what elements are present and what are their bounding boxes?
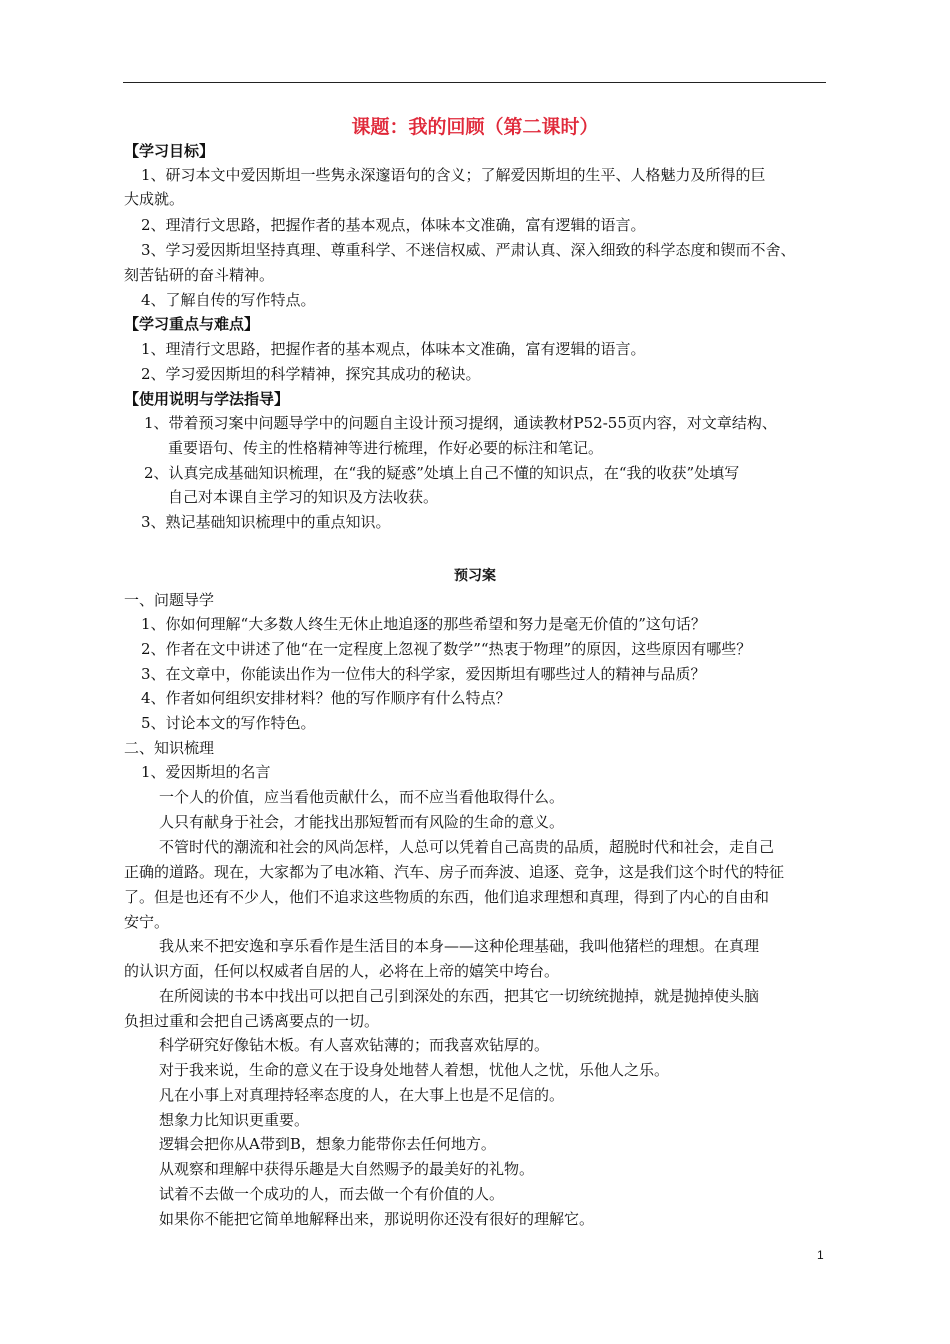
goal-item: 刻苦钻研的奋斗精神。 <box>124 266 275 284</box>
question-item: 4、作者如何组织安排材料？他的写作顺序有什么特点？ <box>141 689 511 707</box>
guide-item: 1、带着预习案中问题导学中的问题自主设计预习提纲，通读教材P52-55页内容，对文章结构、 <box>144 414 777 432</box>
goal-item: 大成就。 <box>124 190 185 208</box>
goal-item: 3、学习爱因斯坦坚持真理、尊重科学、不迷信权威、严肃认真、深入细致的科学态度和锲而不舍、 <box>141 241 796 259</box>
guide-heading: 【使用说明与学法指导】 <box>124 390 290 408</box>
quote-line: 想象力比知识更重要。 <box>159 1111 310 1129</box>
question-item: 1、你如何理解“大多数人终生无休止地追逐的那些希望和努力是毫无价值的”这句话？ <box>141 615 706 633</box>
key-item: 2、学习爱因斯坦的科学精神，探究其成功的秘诀。 <box>141 365 481 383</box>
quote-line: 正确的道路。现在，大家都为了电冰箱、汽车、房子而奔波、追逐、竞争，这是我们这个时代的特征 <box>124 863 785 881</box>
key-heading: 【学习重点与难点】 <box>124 315 260 333</box>
quote-line: 的认识方面，任何以权威者自居的人，必将在上帝的嬉笑中垮台。 <box>124 962 560 980</box>
guide-item: 自己对本课自主学习的知识及方法收获。 <box>168 488 439 506</box>
quote-line: 从观察和理解中获得乐趣是大自然赐予的最美好的礼物。 <box>159 1160 535 1178</box>
quote-line: 一个人的价值，应当看他贡献什么，而不应当看他取得什么。 <box>159 788 565 806</box>
quote-line: 了。但是也还有不少人，他们不追求这些物质的东西，他们追求理想和真理，得到了内心的自由和 <box>124 888 770 906</box>
page-title: 课题：我的回顾（第二课时） <box>351 116 599 138</box>
goal-item: 4、了解自传的写作特点。 <box>141 291 316 309</box>
question-item: 3、在文章中，你能读出作为一位伟大的科学家，爱因斯坦有哪些过人的精神与品质？ <box>141 665 706 683</box>
goals-heading: 【学习目标】 <box>124 142 215 160</box>
question-item: 5、讨论本文的写作特色。 <box>141 714 316 732</box>
question-item: 2、作者在文中讲述了他“在一定程度上忽视了数学”“热衷于物理”的原因，这些原因有哪些？ <box>141 640 752 658</box>
quote-line: 逻辑会把你从A带到B，想象力能带你去任何地方。 <box>159 1135 496 1153</box>
quote-line: 负担过重和会把自己诱离要点的一切。 <box>124 1012 380 1030</box>
part1-heading: 一、问题导学 <box>124 591 215 609</box>
quote-line: 科学研究好像钻木板。有人喜欢钻薄的；而我喜欢钻厚的。 <box>159 1036 550 1054</box>
quote-line: 凡在小事上对真理持轻率态度的人，在大事上也是不足信的。 <box>159 1086 565 1104</box>
goal-item: 2、理清行文思路，把握作者的基本观点，体味本文准确，富有逻辑的语言。 <box>141 216 646 234</box>
quote-line: 在所阅读的书本中找出可以把自己引到深处的东西，把其它一切统统抛掉，就是抛掉使头脑 <box>159 987 760 1005</box>
guide-item: 重要语句、传主的性格精神等进行梳理，作好必要的标注和笔记。 <box>168 439 604 457</box>
quote-line: 试着不去做一个成功的人，而去做一个有价值的人。 <box>159 1185 505 1203</box>
quotes-subheading: 1、爱因斯坦的名言 <box>141 763 271 781</box>
preview-heading: 预习案 <box>454 568 496 584</box>
key-item: 1、理清行文思路，把握作者的基本观点，体味本文准确，富有逻辑的语言。 <box>141 340 646 358</box>
quote-line: 我从来不把安逸和享乐看作是生活目的本身——这种伦理基础，我叫他猪栏的理想。在真理 <box>159 937 760 955</box>
quote-line: 对于我来说，生命的意义在于设身处地替人着想，忧他人之忧，乐他人之乐。 <box>159 1061 670 1079</box>
header-rule <box>123 82 826 83</box>
quote-line: 安宁。 <box>124 913 170 931</box>
guide-item: 3、熟记基础知识梳理中的重点知识。 <box>141 513 391 531</box>
goal-item: 1、研习本文中爱因斯坦一些隽永深邃语句的含义；了解爱因斯坦的生平、人格魅力及所得的巨 <box>141 166 766 184</box>
quote-line: 不管时代的潮流和社会的风尚怎样，人总可以凭着自己高贵的品质，超脱时代和社会，走自己 <box>159 838 775 856</box>
part2-heading: 二、知识梳理 <box>124 739 215 757</box>
guide-item: 2、认真完成基础知识梳理，在“我的疑惑”处填上自己不懂的知识点，在“我的收获”处填写 <box>144 464 740 482</box>
quote-line: 如果你不能把它简单地解释出来，那说明你还没有很好的理解它。 <box>159 1210 595 1228</box>
page-number: 1 <box>817 1248 824 1262</box>
quote-line: 人只有献身于社会，才能找出那短暂而有风险的生命的意义。 <box>159 813 565 831</box>
